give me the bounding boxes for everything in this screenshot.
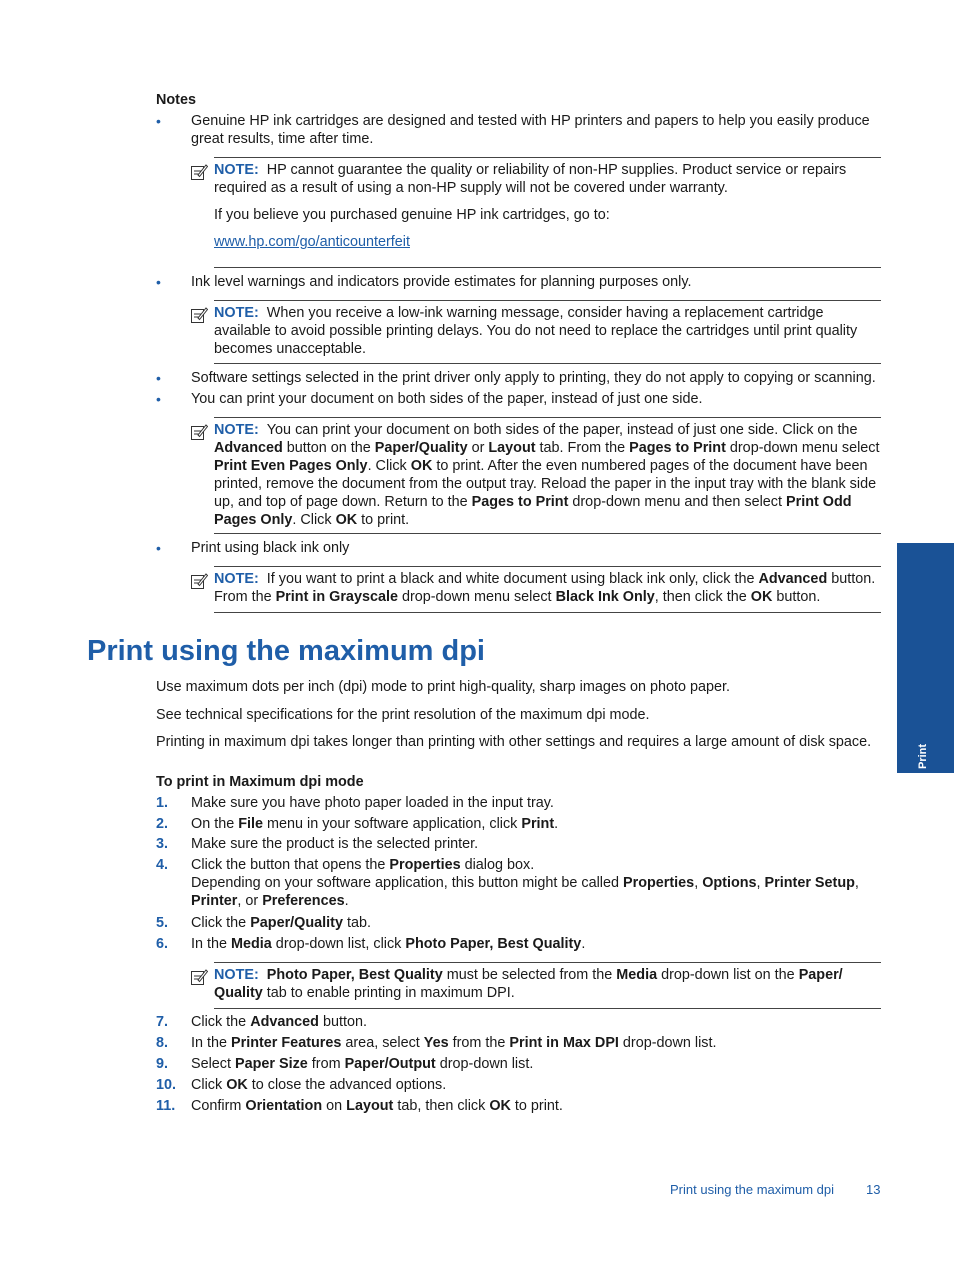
bullet-icon: • bbox=[156, 391, 161, 407]
bullet-text: Genuine HP ink cartridges are designed and tested with HP printers and papers to help you easily produce great results, time after time. bbox=[191, 113, 870, 147]
step-number: 8. bbox=[156, 1035, 169, 1051]
anticounterfeit-link[interactable]: www.hp.com/go/anticounterfeit bbox=[214, 234, 410, 250]
step-text: Click the Paper/Quality tab. bbox=[191, 915, 371, 931]
bullet-icon: • bbox=[156, 274, 161, 290]
intro-paragraph: Use maximum dots per inch (dpi) mode to print high-quality, sharp images on photo paper. bbox=[156, 679, 731, 695]
step-text: Click OK to close the advanced options. bbox=[191, 1077, 447, 1093]
note-label: NOTE: bbox=[214, 305, 259, 321]
step-number: 2. bbox=[156, 816, 169, 832]
page-number: 13 bbox=[866, 1182, 881, 1197]
step-text: Click the button that opens the Properties dialog box. Depending on your software application, this button might be called Properties, Options, Printer Setup, Printer, or Preferences. bbox=[191, 857, 859, 909]
note-icon bbox=[190, 163, 208, 181]
step-number: 11. bbox=[156, 1098, 176, 1114]
note-label: NOTE: bbox=[214, 422, 259, 438]
intro-paragraph: Printing in maximum dpi takes longer than printing with other settings and requires a large amount of disk space. bbox=[156, 734, 872, 750]
step-text: Make sure the product is the selected printer. bbox=[191, 836, 479, 852]
step-text: Make sure you have photo paper loaded in the input tray. bbox=[191, 795, 554, 811]
chapter-side-tab-label: Print bbox=[917, 743, 929, 769]
note-label: NOTE: bbox=[214, 162, 259, 178]
step-number: 3. bbox=[156, 836, 169, 852]
note-icon bbox=[190, 423, 208, 441]
step-text: In the Printer Features area, select Yes from the Print in Max DPI drop-down list. bbox=[191, 1035, 717, 1051]
bullet-text: Print using black ink only bbox=[191, 540, 350, 556]
step-text: On the File menu in your software application, click Print. bbox=[191, 816, 559, 832]
note-rule bbox=[214, 612, 881, 613]
note-text: NOTE: You can print your document on both sides of the paper, instead of just one side. Click on the Advanced button on the Paper/Quality or Layout tab. From the Pages to Print drop-down menu select Print Even Pages Only. Click OK to print. After the even numbered pages of the document have been printed, remove the document from the output tray. Reload the paper in the input tray with the blank side up, and top of page down. Return to the Pages to Print drop-down menu and then select Print Odd Pages Only. Click OK to print. bbox=[214, 422, 880, 528]
section-title: Print using the maximum dpi bbox=[87, 635, 485, 667]
step-number: 10. bbox=[156, 1077, 177, 1093]
note-label: NOTE: bbox=[214, 967, 259, 983]
note-paragraph: If you believe you purchased genuine HP ink cartridges, go to: bbox=[214, 207, 610, 223]
note-icon bbox=[190, 306, 208, 324]
step-number: 4. bbox=[156, 857, 169, 873]
note-rule bbox=[214, 267, 881, 268]
notes-heading: Notes bbox=[156, 92, 196, 108]
note-text: NOTE: Photo Paper, Best Quality must be selected from the Media drop-down list on the Paper/ Quality tab to enable printing in maximum DPI. bbox=[214, 967, 843, 1001]
bullet-text: You can print your document on both sides of the paper, instead of just one side. bbox=[191, 391, 703, 407]
footer-title: Print using the maximum dpi bbox=[670, 1182, 835, 1197]
note-rule bbox=[214, 417, 881, 418]
note-label: NOTE: bbox=[214, 571, 259, 587]
note-rule bbox=[214, 533, 881, 534]
bullet-text: Ink level warnings and indicators provide estimates for planning purposes only. bbox=[191, 274, 692, 290]
step-number: 1. bbox=[156, 795, 169, 811]
intro-paragraph: See technical specifications for the print resolution of the maximum dpi mode. bbox=[156, 707, 650, 723]
note-icon bbox=[190, 968, 208, 986]
note-rule bbox=[214, 566, 881, 567]
bullet-icon: • bbox=[156, 113, 161, 129]
note-text: NOTE: HP cannot guarantee the quality or reliability of non-HP supplies. Product service or repairs required as a result of using a non-HP supply will not be covered under warranty. bbox=[214, 162, 847, 196]
step-text: In the Media drop-down list, click Photo Paper, Best Quality. bbox=[191, 936, 586, 952]
bullet-text: Software settings selected in the print driver only apply to printing, they do not apply to copying or scanning. bbox=[191, 370, 876, 386]
steps-heading: To print in Maximum dpi mode bbox=[156, 774, 364, 790]
step-number: 6. bbox=[156, 936, 169, 952]
bullet-icon: • bbox=[156, 540, 161, 556]
note-rule bbox=[214, 363, 881, 364]
step-text: Select Paper Size from Paper/Output drop-down list. bbox=[191, 1056, 534, 1072]
note-text: NOTE: If you want to print a black and white document using black ink only, click the Advanced button. From the Print in Grayscale drop-down menu select Black Ink Only, then click the OK button. bbox=[214, 571, 876, 605]
step-number: 7. bbox=[156, 1014, 169, 1030]
step-number: 5. bbox=[156, 915, 169, 931]
step-text: Click the Advanced button. bbox=[191, 1014, 367, 1030]
note-text: NOTE: When you receive a low-ink warning message, consider having a replacement cartridge available to avoid possible printing delays. You do not need to replace the cartridges until print quality becomes unacceptable. bbox=[214, 305, 858, 357]
step-number: 9. bbox=[156, 1056, 169, 1072]
bullet-icon: • bbox=[156, 370, 161, 386]
note-rule bbox=[214, 157, 881, 158]
note-icon bbox=[190, 572, 208, 590]
note-link-line bbox=[214, 233, 881, 251]
chapter-side-tab bbox=[897, 543, 954, 773]
step-text: Confirm Orientation on Layout tab, then click OK to print. bbox=[191, 1098, 563, 1114]
note-rule bbox=[214, 1008, 881, 1009]
note-rule bbox=[214, 962, 881, 963]
note-rule bbox=[214, 300, 881, 301]
